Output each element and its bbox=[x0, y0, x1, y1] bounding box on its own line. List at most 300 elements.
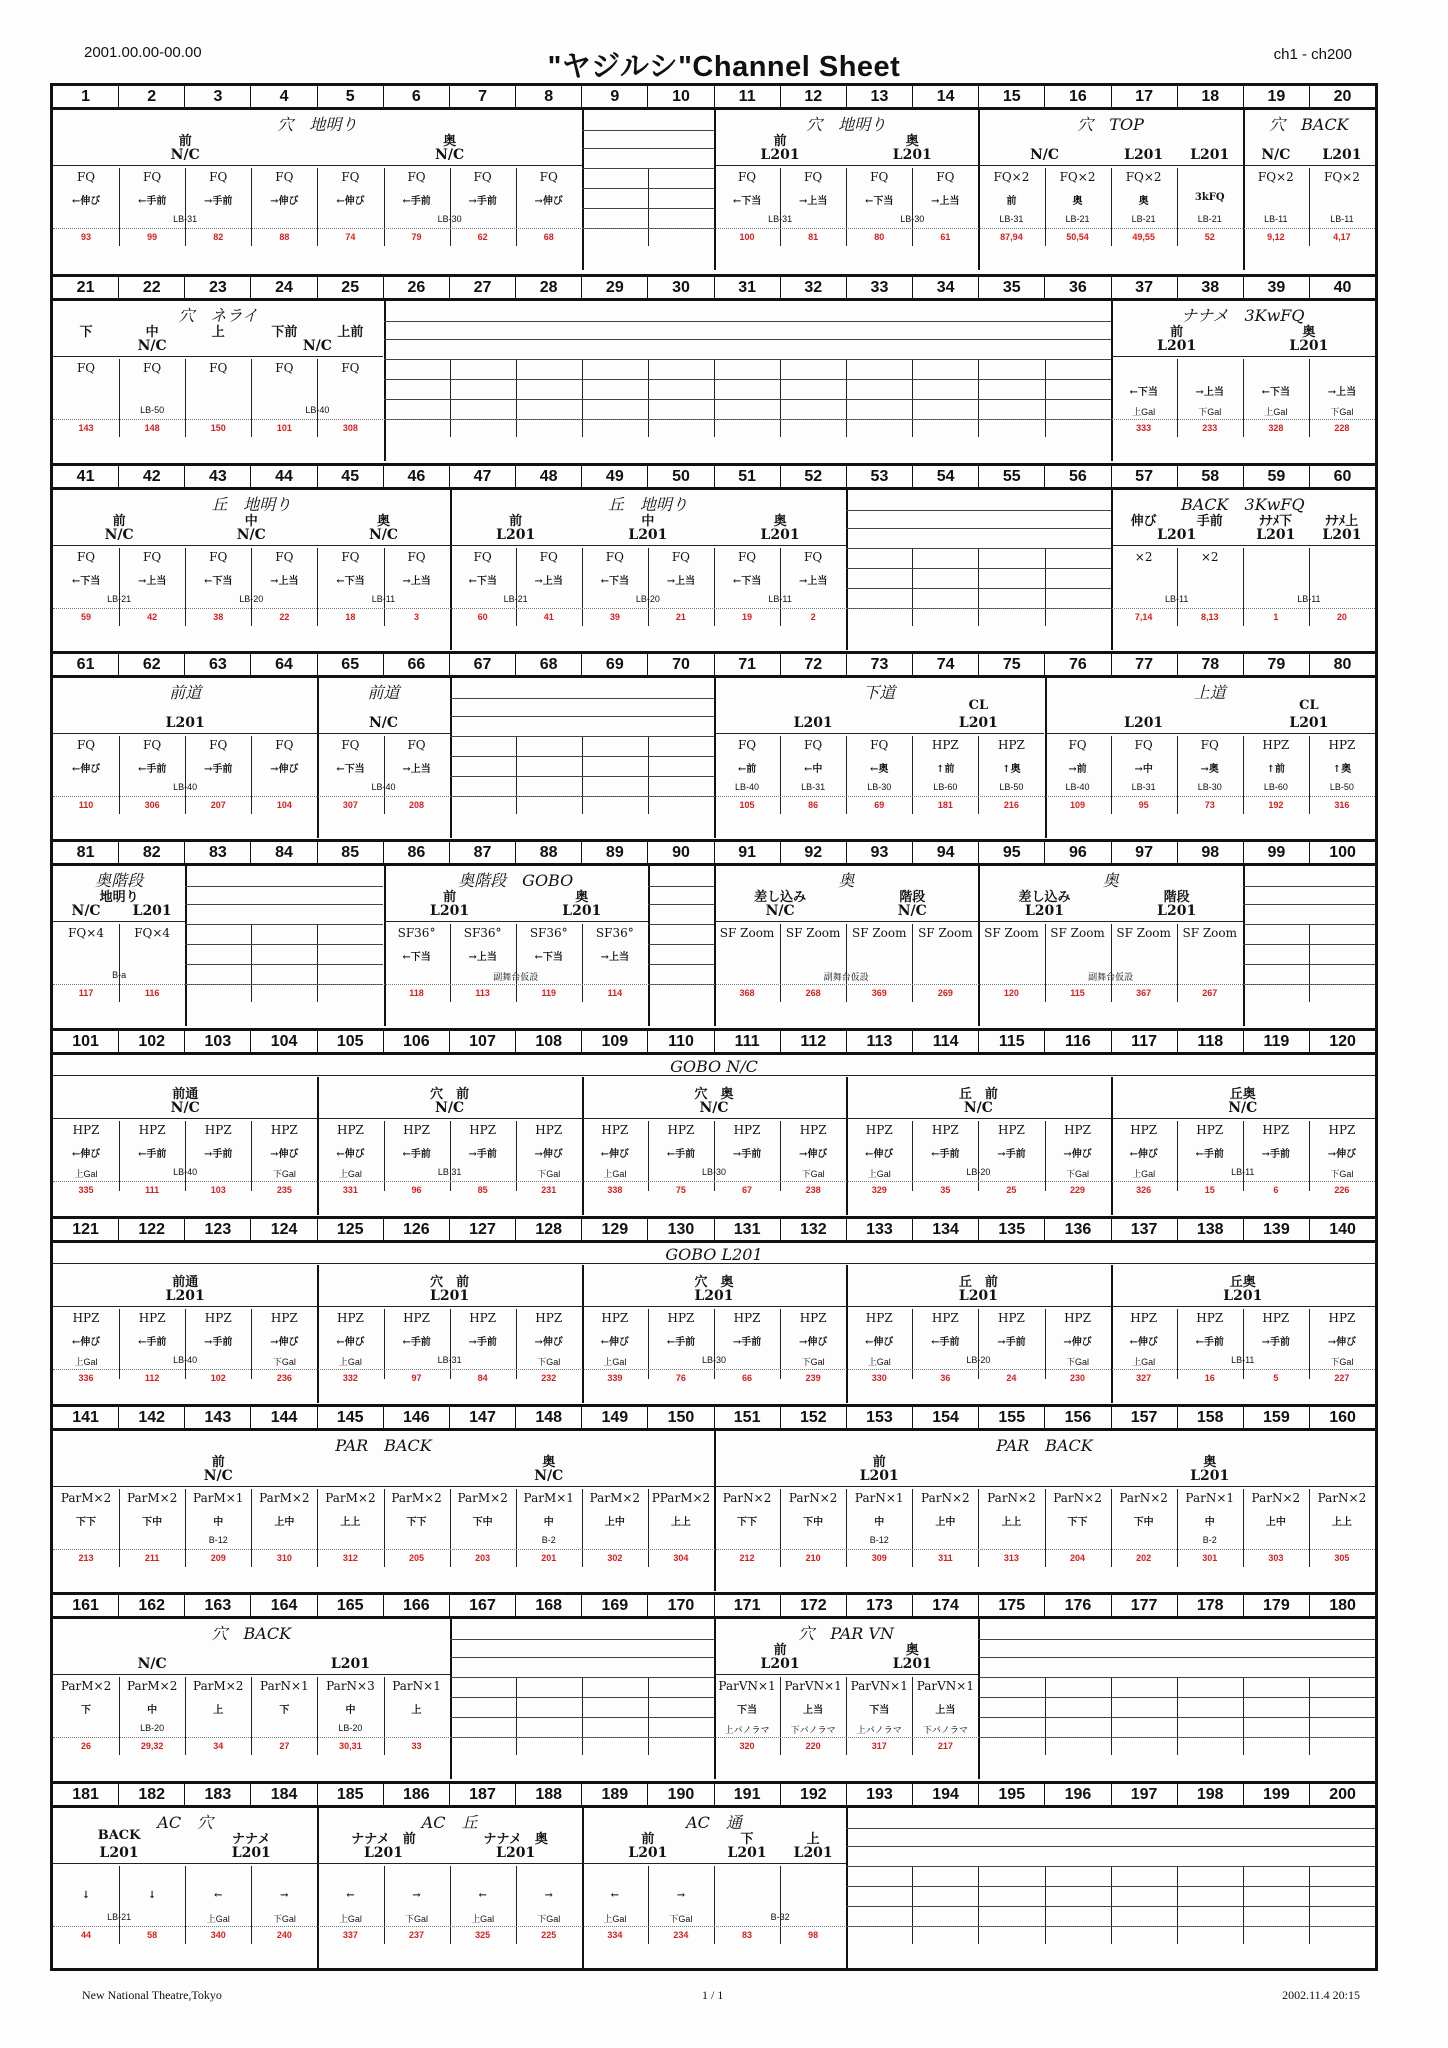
fixture-type: FQ bbox=[936, 170, 955, 184]
channel-number: 158 bbox=[1178, 1407, 1244, 1428]
circuit-row-rule bbox=[53, 984, 1375, 985]
venue-label: New National Theatre,Tokyo bbox=[82, 1988, 222, 2002]
color-underline bbox=[1111, 545, 1243, 546]
fixture-type: HPZ bbox=[403, 1122, 430, 1137]
fixture-type: HPZ bbox=[204, 1122, 232, 1137]
circuit-number: 117 bbox=[78, 988, 94, 999]
empty-grid-line bbox=[450, 698, 714, 699]
batten-label: LB-21 bbox=[1197, 214, 1222, 224]
circuit-number: 205 bbox=[409, 1553, 425, 1564]
circuit-number: 109 bbox=[1070, 799, 1086, 810]
batten-label: LB-40 bbox=[735, 781, 760, 792]
column-divider bbox=[582, 359, 583, 437]
circuit-number: 58 bbox=[147, 1929, 158, 1940]
column-divider bbox=[780, 359, 781, 437]
color-underline bbox=[384, 1486, 715, 1487]
aim-direction: →中 bbox=[1134, 763, 1153, 775]
area-label: AC 穴 bbox=[157, 1812, 214, 1832]
fixture-type: FQ bbox=[1134, 737, 1153, 752]
position-label: BACK bbox=[97, 1827, 141, 1843]
circuit-number: 102 bbox=[210, 1372, 226, 1383]
color-label: N/C bbox=[71, 903, 101, 920]
fixture-type: HPZ bbox=[72, 1310, 100, 1325]
circuit-number: 150 bbox=[210, 423, 226, 434]
channel-number: 35 bbox=[979, 277, 1045, 298]
position-label: 前 bbox=[211, 1455, 225, 1471]
area-label: 奥 bbox=[838, 871, 855, 891]
channel-number: 190 bbox=[648, 1784, 714, 1805]
color-underline bbox=[846, 1118, 1110, 1119]
circuit-number: 235 bbox=[276, 1184, 292, 1195]
empty-grid-line bbox=[846, 528, 1110, 529]
circuit-number: 338 bbox=[607, 1184, 623, 1195]
fixture-type: FQ bbox=[341, 549, 360, 564]
channel-number: 170 bbox=[648, 1595, 714, 1616]
batten-label: LB-40 bbox=[173, 1166, 198, 1177]
circuit-number: 30,31 bbox=[339, 1741, 362, 1752]
position-label: 丘奥 bbox=[1229, 1274, 1256, 1290]
fixture-type: FQ bbox=[407, 549, 426, 564]
aim-direction: ←伸び bbox=[71, 1336, 101, 1348]
channel-number: 75 bbox=[979, 654, 1045, 675]
fixture-type: ParN×2 bbox=[1053, 1491, 1102, 1506]
area-label: 穴 地明り bbox=[277, 115, 358, 134]
channel-number: 42 bbox=[119, 466, 185, 487]
circuit-number: 116 bbox=[144, 988, 160, 999]
aim-direction: ←下当 bbox=[732, 196, 762, 207]
position-label: 奥 bbox=[1302, 325, 1316, 341]
fixture-type: HPZ bbox=[336, 1310, 364, 1325]
aim-direction: ↓ bbox=[81, 1889, 91, 1901]
batten-label: B-2 bbox=[541, 1535, 556, 1546]
fixture-type: HPZ bbox=[1130, 1122, 1158, 1137]
fixture-type: FQ×2 bbox=[1324, 170, 1360, 184]
batten-label: LB-40 bbox=[1065, 781, 1090, 792]
empty-grid-line bbox=[384, 379, 1111, 380]
channel-number: 29 bbox=[582, 277, 648, 298]
position-label: 上 bbox=[211, 325, 225, 341]
empty-grid-line bbox=[648, 964, 714, 965]
channel-block-body bbox=[53, 1055, 1375, 1215]
channel-number: 27 bbox=[450, 277, 516, 298]
aim-direction: 上中 bbox=[604, 1517, 625, 1529]
color-label: L201 bbox=[727, 1844, 767, 1861]
color-label: N/C bbox=[435, 1099, 465, 1116]
aim-direction: →手前 bbox=[204, 1148, 233, 1160]
aim-direction: 中 bbox=[1204, 1517, 1215, 1529]
empty-grid-line bbox=[978, 1677, 1375, 1678]
channel-number: 156 bbox=[1045, 1407, 1111, 1428]
fixture-type: FQ bbox=[76, 170, 96, 184]
fixture-type: ParM×2 bbox=[126, 1491, 178, 1506]
position-label: 上 bbox=[806, 1831, 820, 1847]
circuit-number: 303 bbox=[1268, 1553, 1284, 1564]
fixture-type: ParM×1 bbox=[193, 1491, 244, 1506]
aim-direction: ←伸び bbox=[71, 196, 101, 207]
position-label: 前 bbox=[872, 1455, 886, 1471]
column-divider bbox=[846, 359, 847, 437]
aim-direction: →手前 bbox=[1261, 1336, 1291, 1348]
aim-direction: ←下当 bbox=[1129, 387, 1158, 399]
batten-label: 上Gal bbox=[1264, 407, 1288, 418]
channel-number: 38 bbox=[1178, 277, 1244, 298]
channel-number: 173 bbox=[847, 1595, 913, 1616]
aim-direction: ←伸び bbox=[600, 1336, 630, 1348]
circuit-row-rule bbox=[53, 1737, 1375, 1738]
color-underline bbox=[53, 1486, 384, 1487]
channel-number: 144 bbox=[251, 1407, 317, 1428]
color-underline bbox=[714, 733, 912, 734]
batten-label: 下Gal bbox=[1198, 407, 1222, 418]
channel-number: 57 bbox=[1112, 466, 1178, 487]
channel-number: 65 bbox=[318, 654, 384, 675]
channel-sheet-table bbox=[50, 83, 1378, 1971]
channel-block-body bbox=[53, 490, 1375, 650]
circuit-number: 143 bbox=[78, 423, 94, 434]
circuit-number: 60 bbox=[477, 611, 488, 622]
color-underline bbox=[251, 356, 383, 357]
circuit-number: 327 bbox=[1136, 1372, 1152, 1383]
empty-grid-line bbox=[978, 1657, 1375, 1658]
color-label: N/C bbox=[534, 1468, 564, 1485]
channel-number-row bbox=[53, 1784, 1375, 1808]
aim-direction: ←手前 bbox=[931, 1148, 960, 1160]
channel-number: 192 bbox=[781, 1784, 847, 1805]
batten-label: 上Gal bbox=[867, 1168, 891, 1179]
color-underline bbox=[1111, 1118, 1375, 1119]
channel-number: 50 bbox=[648, 466, 714, 487]
area-label: 穴 ネライ bbox=[178, 306, 259, 326]
fixture-type: SF Zoom bbox=[984, 926, 1039, 941]
color-underline bbox=[53, 1306, 317, 1307]
empty-grid-line bbox=[384, 399, 1111, 400]
color-underline bbox=[53, 733, 317, 734]
fixture-type: FQ bbox=[473, 170, 492, 184]
circuit-number: 27 bbox=[279, 1741, 290, 1752]
channel-number: 200 bbox=[1329, 1785, 1356, 1803]
fixture-type: FQ×2 bbox=[1257, 170, 1294, 184]
column-divider bbox=[582, 110, 584, 270]
channel-block-body bbox=[53, 1243, 1375, 1403]
channel-number-row bbox=[53, 1031, 1375, 1055]
circuit-number: 79 bbox=[411, 232, 422, 242]
channel-number: 55 bbox=[979, 466, 1045, 487]
color-label: N/C bbox=[368, 526, 399, 543]
color-underline bbox=[317, 1118, 581, 1119]
aim-direction: →上当 bbox=[1195, 387, 1224, 399]
color-underline bbox=[1111, 921, 1243, 922]
channel-number: 142 bbox=[119, 1407, 185, 1428]
color-underline bbox=[53, 1118, 317, 1119]
aim-direction: 下中 bbox=[472, 1517, 493, 1529]
aim-direction: 下下 bbox=[1067, 1517, 1088, 1529]
aim-direction: →上当 bbox=[931, 196, 960, 207]
fixture-type: FQ bbox=[737, 737, 757, 752]
position-label: 前 bbox=[773, 1643, 787, 1659]
channel-number: 5 bbox=[318, 86, 384, 107]
aim-direction: ←下当 bbox=[732, 575, 762, 587]
column-divider bbox=[1243, 1866, 1244, 1944]
aim-direction: →伸び bbox=[270, 763, 299, 775]
batten-label: LB-11 bbox=[1330, 214, 1354, 224]
fixture-type: SF Zoom bbox=[719, 926, 775, 941]
fixture-type: FQ bbox=[143, 549, 162, 564]
batten-label: 下Gal bbox=[669, 1913, 693, 1924]
circuit-number: 36 bbox=[940, 1372, 951, 1383]
batten-label: LB-50 bbox=[1329, 781, 1354, 792]
batten-label: B-12 bbox=[208, 1535, 228, 1546]
color-label: N/C bbox=[203, 1468, 233, 1485]
channel-number: 4 bbox=[251, 86, 317, 107]
batten-label: 下Gal bbox=[1330, 407, 1354, 418]
position-label: 伸び bbox=[1130, 513, 1157, 529]
circuit-number: 328 bbox=[1268, 423, 1284, 434]
color-underline bbox=[53, 545, 185, 546]
circuit-number: 308 bbox=[342, 423, 358, 434]
circuit-number: 61 bbox=[940, 232, 951, 242]
channel-number: 83 bbox=[185, 842, 251, 863]
fixture-type: HPZ bbox=[535, 1122, 563, 1137]
batten-label: 下Gal bbox=[272, 1356, 296, 1367]
color-underline bbox=[1309, 165, 1375, 166]
batten-label: 副舞台仮設 bbox=[823, 972, 869, 983]
aim-direction: 中 bbox=[874, 1517, 885, 1529]
color-label: N/C bbox=[236, 526, 266, 543]
channel-number: 148 bbox=[516, 1407, 582, 1428]
batten-label: LB-30 bbox=[437, 214, 462, 224]
position-label: 奥 bbox=[905, 1643, 919, 1659]
column-divider bbox=[1309, 1677, 1310, 1755]
gobo-banner: GOBO L201 bbox=[665, 1244, 763, 1264]
color-label: L201 bbox=[760, 147, 800, 163]
fixture-type: ParVN×1 bbox=[850, 1679, 908, 1694]
empty-grid-line bbox=[582, 130, 714, 131]
aim-direction: 下当 bbox=[869, 1705, 890, 1717]
channel-block bbox=[53, 839, 1375, 1027]
channel-number: 66 bbox=[384, 654, 450, 675]
color-underline bbox=[317, 1306, 581, 1307]
circuit-number: 101 bbox=[276, 423, 292, 434]
batten-label: LB-31 bbox=[173, 214, 198, 224]
circuit-number: 333 bbox=[1136, 423, 1152, 434]
empty-grid-line bbox=[582, 188, 714, 189]
circuit-number: 16 bbox=[1204, 1372, 1215, 1383]
color-underline bbox=[1177, 165, 1243, 166]
color-underline bbox=[714, 1486, 1045, 1487]
batten-label: LB-11 bbox=[371, 593, 396, 604]
aim-direction: →手前 bbox=[468, 1336, 497, 1348]
circuit-number: 307 bbox=[342, 799, 358, 810]
circuit-number: 93 bbox=[81, 232, 92, 242]
circuit-number: 87,94 bbox=[1000, 232, 1023, 242]
batten-label: LB-20 bbox=[338, 1723, 363, 1734]
column-divider bbox=[648, 168, 649, 246]
channel-number: 138 bbox=[1178, 1219, 1244, 1240]
channel-number: 171 bbox=[715, 1595, 781, 1616]
circuit-number: 239 bbox=[805, 1372, 821, 1383]
aim-direction: ← bbox=[346, 1889, 355, 1901]
aim-direction: →伸び bbox=[1063, 1148, 1092, 1160]
area-label: 奥階段 bbox=[95, 871, 144, 891]
empty-grid-line bbox=[185, 924, 383, 925]
channel-number: 63 bbox=[185, 654, 251, 675]
position-label: 奥 bbox=[773, 513, 787, 529]
aim-direction: ←伸び bbox=[1129, 1336, 1158, 1348]
empty-grid-line bbox=[450, 1639, 714, 1640]
empty-grid-line bbox=[450, 1657, 714, 1658]
circuit-row-rule bbox=[53, 1549, 1375, 1550]
batten-label: 下Gal bbox=[272, 1913, 296, 1924]
circuit-number: 9,12 bbox=[1267, 232, 1285, 242]
circuit-number: 204 bbox=[1070, 1553, 1086, 1564]
aim-direction: 中 bbox=[543, 1517, 554, 1529]
position-label: 前 bbox=[112, 513, 126, 529]
batten-label: LB-11 bbox=[1264, 214, 1288, 224]
channel-block bbox=[53, 1028, 1375, 1216]
circuit-number: 83 bbox=[742, 1929, 753, 1940]
circuit-number: 312 bbox=[342, 1553, 358, 1564]
batten-label: 下Gal bbox=[537, 1168, 561, 1179]
fixture-type: HPZ bbox=[72, 1122, 100, 1137]
circuit-number: 207 bbox=[210, 799, 226, 810]
color-underline bbox=[450, 1863, 582, 1864]
fixture-type: SF Zoom bbox=[1116, 926, 1171, 941]
fixture-type: HPZ bbox=[535, 1310, 563, 1325]
aim-direction: →上当 bbox=[137, 575, 167, 587]
position-label: 前 bbox=[509, 513, 523, 529]
channel-number: 73 bbox=[847, 654, 913, 675]
channel-number: 166 bbox=[384, 1595, 450, 1616]
color-label: N/C bbox=[699, 1099, 729, 1116]
fixture-type: HPZ bbox=[1262, 1310, 1290, 1325]
aim-direction: →伸び bbox=[534, 1336, 563, 1348]
circuit-number: 42 bbox=[147, 611, 158, 622]
aim-direction: ← bbox=[214, 1889, 223, 1901]
column-divider bbox=[978, 359, 979, 437]
circuit-number: 95 bbox=[1138, 799, 1149, 810]
channel-number: 133 bbox=[847, 1219, 913, 1240]
circuit-number: 225 bbox=[541, 1929, 557, 1940]
circuit-number: 230 bbox=[1070, 1372, 1086, 1383]
fixture-type: HPZ bbox=[336, 1122, 364, 1137]
fixture-type: FQ bbox=[76, 361, 96, 376]
circuit-number: 6 bbox=[1273, 1184, 1279, 1195]
aim-direction: ←下当 bbox=[865, 196, 894, 207]
empty-grid-line bbox=[978, 1717, 1375, 1718]
circuit-number: 19 bbox=[742, 611, 753, 622]
circuit-number: 334 bbox=[607, 1929, 623, 1940]
aim-direction: ←手前 bbox=[137, 1148, 167, 1160]
batten-label: 下Gal bbox=[272, 1168, 296, 1179]
position-label: 差し込み bbox=[754, 890, 807, 906]
empty-grid-line bbox=[846, 1906, 1375, 1907]
fixture-type: HPZ bbox=[799, 1122, 827, 1137]
batten-label: LB-21 bbox=[1131, 214, 1156, 224]
circuit-number: 238 bbox=[805, 1184, 821, 1195]
circuit-number: 336 bbox=[78, 1372, 94, 1383]
area-label: 上道 bbox=[1193, 682, 1226, 702]
channel-number: 76 bbox=[1045, 654, 1111, 675]
fixture-type: FQ×4 bbox=[134, 926, 171, 941]
circuit-number: 4,17 bbox=[1333, 232, 1351, 242]
color-underline bbox=[1111, 1306, 1375, 1307]
empty-grid-line bbox=[582, 148, 714, 149]
aim-direction: ↑奥 bbox=[1002, 763, 1021, 775]
color-underline bbox=[1045, 733, 1243, 734]
batten-label: LB-30 bbox=[900, 214, 925, 224]
channel-number: 159 bbox=[1244, 1407, 1310, 1428]
channel-number: 176 bbox=[1045, 1595, 1111, 1616]
circuit-number: 38 bbox=[213, 611, 224, 622]
circuit-number: 340 bbox=[210, 1929, 226, 1940]
channel-number: 109 bbox=[582, 1031, 648, 1052]
fixture-type: ParM×2 bbox=[589, 1491, 641, 1506]
fixture-type: ×2 bbox=[1200, 549, 1219, 564]
fixture-type: HPZ bbox=[733, 1310, 761, 1325]
color-underline bbox=[1045, 1486, 1376, 1487]
color-label: L201 bbox=[793, 1844, 833, 1861]
channel-number: 36 bbox=[1045, 277, 1111, 298]
circuit-number: 82 bbox=[213, 232, 224, 242]
fixture-type: ParVN×1 bbox=[784, 1679, 842, 1694]
column-divider bbox=[317, 924, 318, 1002]
position-label: 中 bbox=[145, 325, 159, 341]
aim-direction: ←下当 bbox=[468, 575, 497, 587]
empty-grid-line bbox=[450, 1717, 714, 1718]
aim-direction: →手前 bbox=[1261, 1148, 1291, 1160]
circuit-row-rule bbox=[53, 419, 1375, 420]
channel-number: 40 bbox=[1333, 279, 1352, 297]
color-label: L201 bbox=[694, 1287, 734, 1304]
aim-direction: →伸び bbox=[534, 196, 563, 207]
channel-number: 39 bbox=[1244, 277, 1310, 298]
aim-direction: ←下当 bbox=[204, 575, 233, 587]
channel-number: 97 bbox=[1112, 842, 1178, 863]
aim-direction: ← bbox=[478, 1889, 487, 1901]
channel-number: 30 bbox=[648, 277, 714, 298]
color-underline bbox=[846, 921, 978, 922]
fixture-type: HPZ bbox=[667, 1310, 695, 1325]
fixture-type: FQ bbox=[671, 549, 691, 564]
color-underline bbox=[53, 165, 317, 166]
position-label: ナナメ 奥 bbox=[483, 1831, 548, 1847]
color-label: N/C bbox=[302, 338, 332, 355]
channel-number: 105 bbox=[318, 1031, 384, 1052]
fixture-type: SF36° bbox=[463, 926, 502, 941]
circuit-number: 317 bbox=[871, 1741, 887, 1752]
position-label: ﾅﾅﾒ上 bbox=[1325, 513, 1359, 529]
channel-number: 9 bbox=[582, 86, 648, 107]
fixture-type: ParN×2 bbox=[921, 1491, 970, 1506]
circuit-number: 217 bbox=[937, 1741, 953, 1752]
fixture-type: FQ bbox=[737, 549, 757, 564]
color-underline bbox=[53, 1863, 185, 1864]
channel-number: 110 bbox=[648, 1031, 714, 1052]
color-underline bbox=[714, 545, 846, 546]
color-label: N/C bbox=[435, 147, 465, 163]
aim-direction: ←手前 bbox=[137, 1336, 167, 1348]
channel-range: ch1 - ch200 bbox=[1273, 46, 1352, 63]
empty-grid-line bbox=[648, 886, 714, 887]
position-label: 奥 bbox=[575, 890, 589, 906]
area-label: 穴 BACK bbox=[1269, 115, 1349, 134]
batten-label: LB-11 bbox=[1165, 593, 1189, 604]
circuit-number: 104 bbox=[276, 799, 292, 810]
column-divider bbox=[648, 866, 650, 1026]
color-underline bbox=[714, 1674, 846, 1675]
banner-underline bbox=[53, 1075, 1375, 1076]
aim-direction: →上当 bbox=[270, 575, 299, 587]
